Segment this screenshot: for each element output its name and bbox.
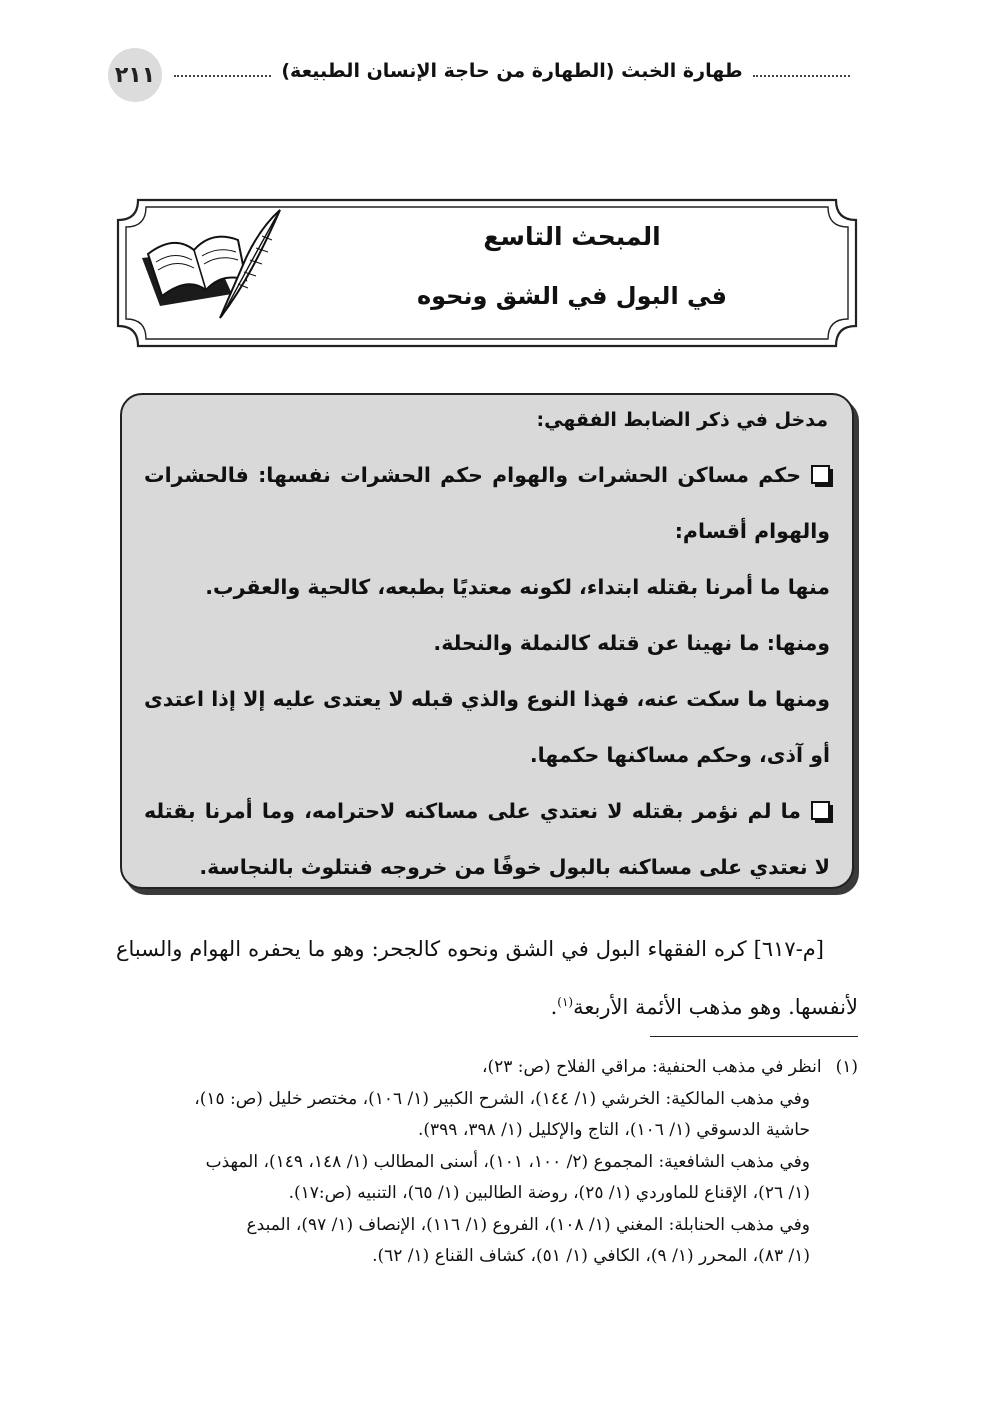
footnotes — [116, 1052, 858, 1273]
footnote-line: (١/ ٨٣)، المحرر (١/ ٩)، الكافي (١/ ٥١)، كشاف القناع (١/ ٦٢). — [372, 1246, 810, 1266]
body-text: [م-٦١٧] كره الفقهاء البول في الشق ونحوه كالجحر: وهو ما يحفره الهوام والسباع لأنفسها. وهو مذهب الأئمة الأربعة — [116, 937, 858, 1019]
footnote-line: وفي مذهب الحنابلة: المغني (١/ ١٠٨)، الفروع (١/ ١١٦)، الإنصاف (١/ ٩٧)، المبدع — [246, 1214, 810, 1235]
running-header — [108, 48, 850, 102]
page-number: ٢١١ — [108, 48, 162, 102]
rule-text: منها ما أمرنا بقتله ابتداء، لكونه معتديًا بطبعه، كالحية والعقرب. — [205, 575, 830, 599]
book-and-quill-icon — [134, 206, 284, 326]
fiqh-rule-box — [120, 393, 854, 889]
footnote-separator — [650, 1036, 858, 1037]
footnote-text: انظر في مذهب الحنفية: مراقي الفلاح (ص: ٢٣)، — [481, 1057, 822, 1077]
rule-paragraph — [144, 783, 830, 895]
footnote-line — [116, 1052, 858, 1084]
running-title: طهارة الخبث (الطهارة من حاجة الإنسان الطبيعة) — [281, 60, 743, 82]
header-leader-dots-right — [753, 75, 850, 77]
rule-paragraph — [144, 447, 830, 559]
rule-paragraph — [144, 671, 830, 783]
body-end-punctuation: . — [550, 995, 558, 1019]
chapter-subheading: في البول في الشق ونحوه — [416, 282, 728, 310]
footnote-line: وفي مذهب المالكية: الخرشي (١/ ١٤٤)، الشرح الكبير (١/ ١٠٦)، مختصر خليل (ص: ١٥)، — [194, 1088, 810, 1109]
rule-box-title: مدخل في ذكر الضابط الفقهي: — [536, 409, 828, 431]
rule-text: حكم مساكن الحشرات والهوام حكم الحشرات نفسها: فالحشرات والهوام أقسام: — [144, 463, 830, 543]
rule-paragraph — [144, 615, 830, 671]
header-title-row — [174, 60, 850, 82]
checkbox-bullet-icon — [811, 801, 830, 820]
rule-text: ومنها: ما نهينا عن قتله كالنملة والنحلة. — [433, 631, 830, 655]
rule-text: ومنها ما سكت عنه، فهذا النوع والذي قبله لا يعتدى عليه إلا إذا اعتدى أو آذى، وحكم مساكنها حكمها. — [144, 687, 830, 767]
rule-text: ما لم نؤمر بقتله لا نعتدي على مساكنه لاحترامه، وما أمرنا بقتله لا نعتدي على مساكنه بالبول خوفًا من خروجه فنتلوث بالنجاسة. — [144, 799, 830, 879]
footnote-line: حاشية الدسوقي (١/ ١٠٦)، التاج والإكليل (١/ ٣٩٨، ٣٩٩). — [418, 1120, 810, 1140]
header-leader-dots-left — [174, 75, 271, 77]
chapter-heading: المبحث التاسع — [483, 222, 661, 251]
footnote-reference[interactable]: (١) — [557, 995, 574, 1009]
footnote-line: وفي مذهب الشافعية: المجموع (٢/ ١٠٠، ١٠١)، أسنى المطالب (١/ ١٤٨، ١٤٩)، المهذب — [205, 1151, 810, 1172]
rule-paragraph — [144, 559, 830, 615]
body-paragraph — [116, 920, 858, 1036]
chapter-banner — [116, 198, 858, 348]
footnote-line: (١/ ٢٦)، الإقناع للماوردي (١/ ٢٥)، روضة الطالبين (١/ ٦٥)، التنبيه (ص:١٧). — [288, 1183, 810, 1203]
checkbox-bullet-icon — [811, 465, 830, 484]
footnote-marker: (١) — [835, 1057, 858, 1077]
